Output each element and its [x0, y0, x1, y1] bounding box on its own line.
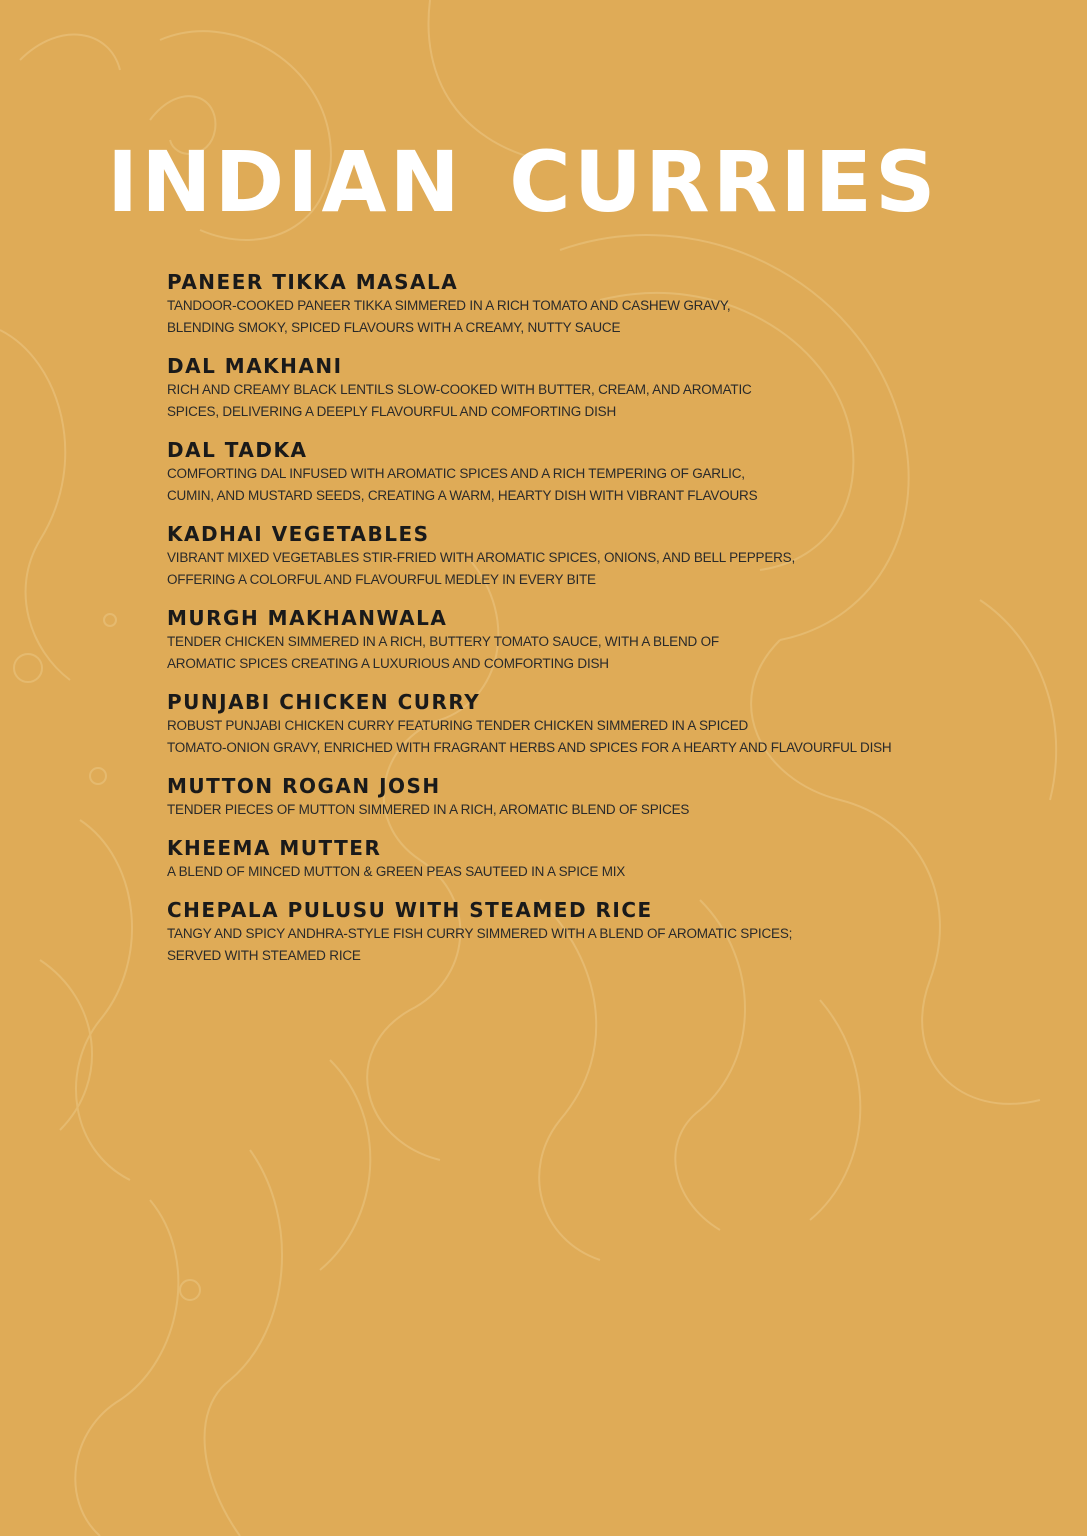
menu-item-list [167, 269, 1067, 981]
menu-item-description-line: COMFORTING DAL INFUSED WITH AROMATIC SPICES AND A RICH TEMPERING OF GARLIC, [167, 466, 745, 481]
menu-item-description-line: TANGY AND SPICY ANDHRA-STYLE FISH CURRY SIMMERED WITH A BLEND OF AROMATIC SPICES; [167, 926, 793, 941]
menu-item-description-line: SPICES, DELIVERING A DEEPLY FLAVOURFUL AND COMFORTING DISH [167, 404, 617, 419]
menu-item-description-line: A BLEND OF MINCED MUTTON & GREEN PEAS SAUTEED IN A SPICE MIX [167, 864, 626, 879]
menu-item-description-line: TOMATO-ONION GRAVY, ENRICHED WITH FRAGRANT HERBS AND SPICES FOR A HEARTY AND FLAVOURFUL DISH [167, 740, 892, 755]
menu-item-description-line: TANDOOR-COOKED PANEER TIKKA SIMMERED IN A RICH TOMATO AND CASHEW GRAVY, [167, 298, 731, 313]
menu-item-description [167, 547, 1067, 591]
menu-item [167, 689, 1067, 759]
menu-item-description-line: TENDER PIECES OF MUTTON SIMMERED IN A RICH, AROMATIC BLEND OF SPICES [167, 802, 690, 817]
menu-item-description-line: SERVED WITH STEAMED RICE [167, 948, 361, 963]
menu-item-description-line: TENDER CHICKEN SIMMERED IN A RICH, BUTTERY TOMATO SAUCE, WITH A BLEND OF [167, 634, 719, 649]
menu-item-description-line: CUMIN, AND MUSTARD SEEDS, CREATING A WARM, HEARTY DISH WITH VIBRANT FLAVOURS [167, 488, 758, 503]
menu-item-description [167, 861, 1067, 883]
menu-item [167, 835, 1067, 883]
menu-item-name: DAL MAKHANI [167, 354, 343, 378]
menu-item [167, 897, 1067, 967]
menu-item [167, 353, 1067, 423]
menu-item [167, 437, 1067, 507]
menu-item [167, 269, 1067, 339]
menu-item-name: PANEER TIKKA MASALA [167, 270, 459, 294]
menu-item-name: MUTTON ROGAN JOSH [167, 774, 441, 798]
menu-item-description-line: OFFERING A COLORFUL AND FLAVOURFUL MEDLEY IN EVERY BITE [167, 572, 596, 587]
menu-item-description-line: AROMATIC SPICES CREATING A LUXURIOUS AND COMFORTING DISH [167, 656, 609, 671]
menu-item-description [167, 631, 1067, 675]
menu-item-description-line: RICH AND CREAMY BLACK LENTILS SLOW-COOKED WITH BUTTER, CREAM, AND AROMATIC [167, 382, 752, 397]
menu-item-description [167, 463, 1067, 507]
menu-item-description [167, 295, 1067, 339]
menu-item-name: PUNJABI CHICKEN CURRY [167, 690, 481, 714]
menu-item-description-line: BLENDING SMOKY, SPICED FLAVOURS WITH A CREAMY, NUTTY SAUCE [167, 320, 621, 335]
menu-item-description [167, 799, 1067, 821]
menu-item [167, 773, 1067, 821]
menu-item-description-line: ROBUST PUNJABI CHICKEN CURRY FEATURING TENDER CHICKEN SIMMERED IN A SPICED [167, 718, 749, 733]
menu-item [167, 521, 1067, 591]
menu-item-description-line: VIBRANT MIXED VEGETABLES STIR-FRIED WITH AROMATIC SPICES, ONIONS, AND BELL PEPPERS, [167, 550, 796, 565]
menu-item-name: KADHAI VEGETABLES [167, 522, 430, 546]
menu-item-description [167, 923, 1067, 967]
menu-item-name: CHEPALA PULUSU WITH STEAMED RICE [167, 898, 653, 922]
menu-item-name: KHEEMA MUTTER [167, 836, 382, 860]
menu-item [167, 605, 1067, 675]
menu-item-name: DAL TADKA [167, 438, 308, 462]
menu-item-description [167, 379, 1067, 423]
menu-item-description [167, 715, 1067, 759]
menu-item-name: MURGH MAKHANWALA [167, 606, 448, 630]
page-title: INDIAN CURRIES [107, 133, 939, 231]
